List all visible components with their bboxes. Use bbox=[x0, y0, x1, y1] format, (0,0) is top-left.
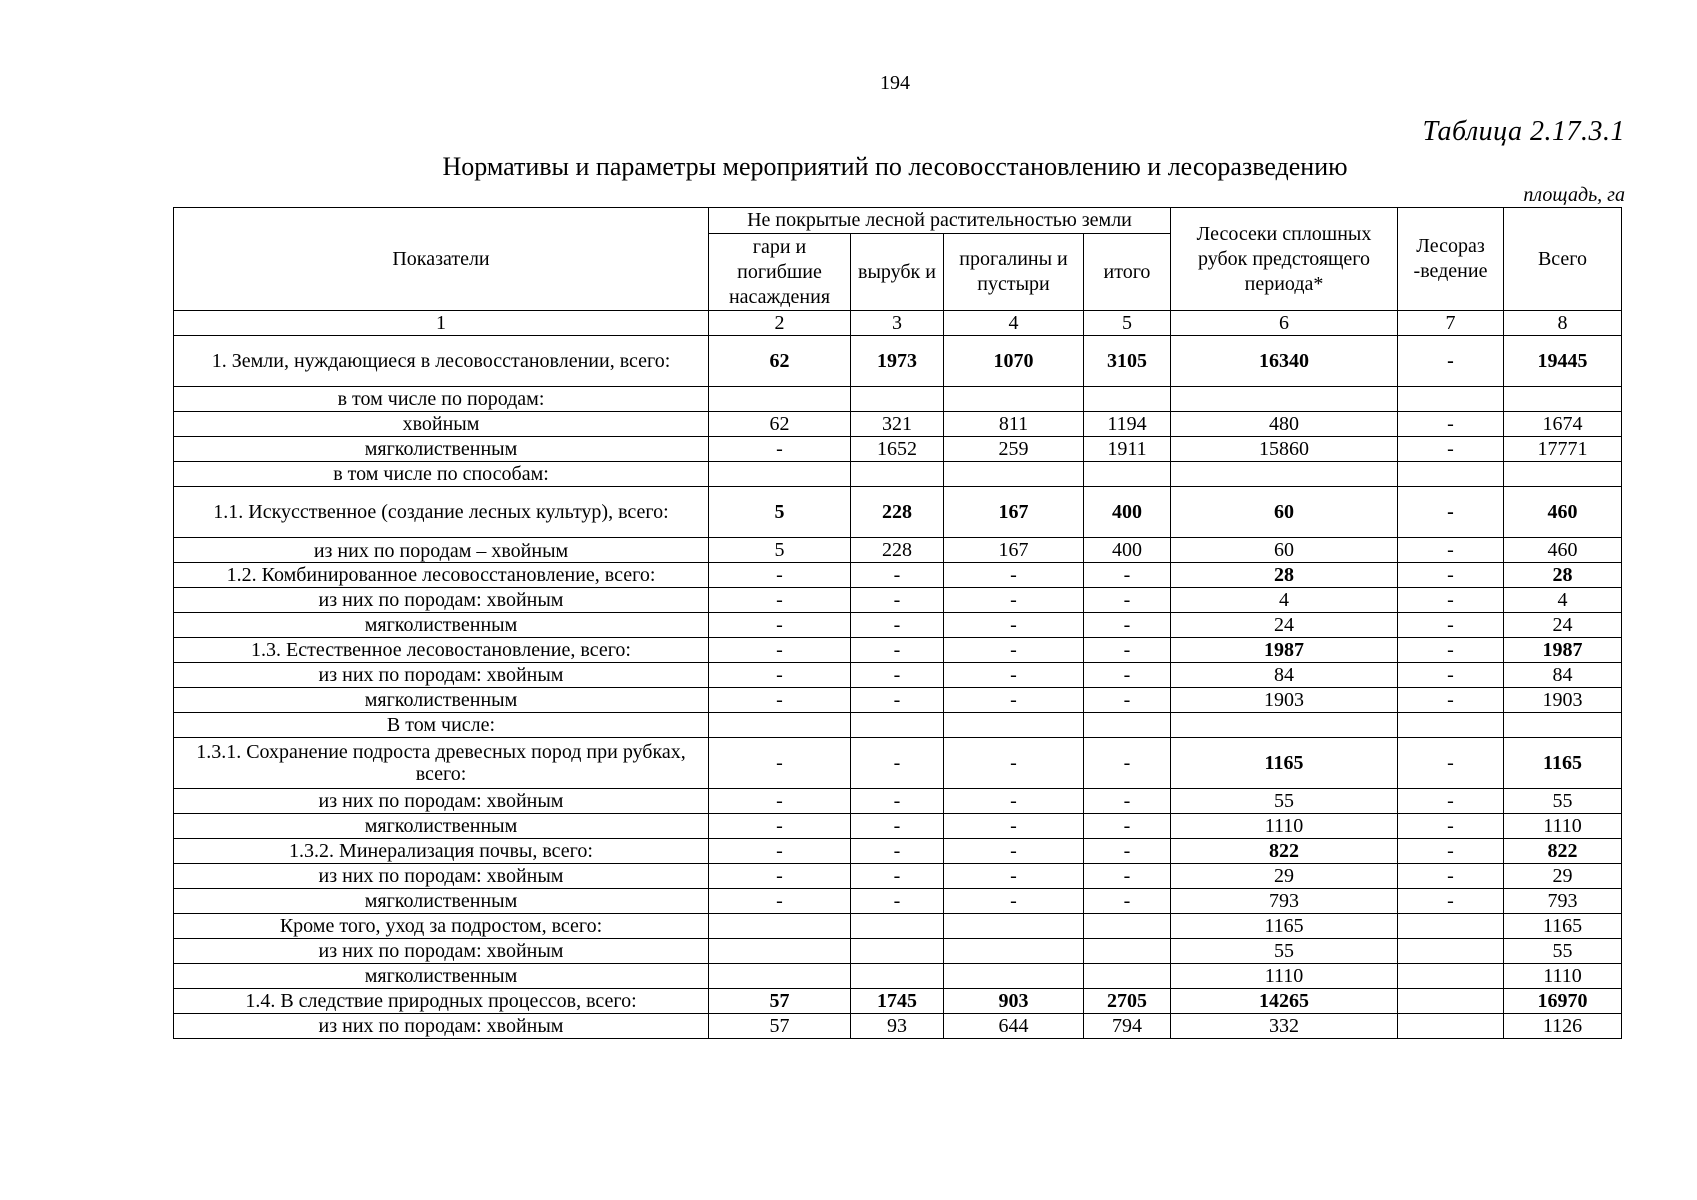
table-cell: - bbox=[851, 563, 944, 588]
table-cell: 228 bbox=[851, 538, 944, 563]
table-cell: 903 bbox=[944, 989, 1084, 1014]
table-body bbox=[174, 311, 1622, 1039]
table-cell bbox=[1171, 387, 1398, 412]
table-row bbox=[174, 964, 1622, 989]
table-cell: - bbox=[709, 613, 851, 638]
table-cell: - bbox=[1398, 663, 1504, 688]
table-cell bbox=[851, 964, 944, 989]
table-cell: 2705 bbox=[1084, 989, 1171, 1014]
table-row bbox=[174, 1014, 1622, 1039]
table-cell: - bbox=[1398, 588, 1504, 613]
table-cell: 19445 bbox=[1504, 336, 1622, 387]
units-note: площадь, га bbox=[1523, 184, 1625, 206]
table-cell: 1903 bbox=[1504, 688, 1622, 713]
table-cell bbox=[1171, 462, 1398, 487]
table-cell: 28 bbox=[1171, 563, 1398, 588]
table-cell: - bbox=[851, 613, 944, 638]
table-cell bbox=[1398, 914, 1504, 939]
table-cell: 228 bbox=[851, 487, 944, 538]
table-cell: - bbox=[851, 688, 944, 713]
table-row bbox=[174, 487, 1622, 538]
row-label: мягколиственным bbox=[174, 437, 709, 462]
table-cell bbox=[944, 939, 1084, 964]
table-cell: - bbox=[1398, 563, 1504, 588]
table-cell: 1674 bbox=[1504, 412, 1622, 437]
table-row bbox=[174, 336, 1622, 387]
row-label: 1.2. Комбинированное лесовосстановление, всего: bbox=[174, 563, 709, 588]
table-cell: 16340 bbox=[1171, 336, 1398, 387]
table-row bbox=[174, 563, 1622, 588]
table-cell: - bbox=[944, 638, 1084, 663]
table-row bbox=[174, 538, 1622, 563]
row-label: из них по породам: хвойным bbox=[174, 663, 709, 688]
table-cell: 60 bbox=[1171, 487, 1398, 538]
col-number: 7 bbox=[1398, 311, 1504, 336]
table-cell: 822 bbox=[1504, 839, 1622, 864]
header-row-1 bbox=[174, 208, 1622, 234]
table-cell: - bbox=[851, 814, 944, 839]
table-cell: - bbox=[1398, 336, 1504, 387]
row-label: из них по породам – хвойным bbox=[174, 538, 709, 563]
table-cell: - bbox=[851, 663, 944, 688]
table-cell: 460 bbox=[1504, 487, 1622, 538]
table-cell bbox=[944, 713, 1084, 738]
col-number: 3 bbox=[851, 311, 944, 336]
table-cell: 62 bbox=[709, 336, 851, 387]
table-cell: 62 bbox=[709, 412, 851, 437]
table-cell: 29 bbox=[1171, 864, 1398, 889]
table-cell: - bbox=[709, 663, 851, 688]
table-cell: 60 bbox=[1171, 538, 1398, 563]
table-cell: - bbox=[944, 613, 1084, 638]
table-cell: - bbox=[1084, 889, 1171, 914]
col-number: 6 bbox=[1171, 311, 1398, 336]
table-cell: 55 bbox=[1171, 939, 1398, 964]
table-cell: - bbox=[1398, 538, 1504, 563]
table-cell bbox=[709, 939, 851, 964]
row-label: в том числе по породам: bbox=[174, 387, 709, 412]
table-cell: 4 bbox=[1504, 588, 1622, 613]
table-cell bbox=[1171, 713, 1398, 738]
table-cell bbox=[944, 914, 1084, 939]
table-cell: 822 bbox=[1171, 839, 1398, 864]
table-cell: 321 bbox=[851, 412, 944, 437]
table-cell: 16970 bbox=[1504, 989, 1622, 1014]
table-cell: - bbox=[851, 789, 944, 814]
table-cell: - bbox=[1398, 613, 1504, 638]
table-cell bbox=[1398, 989, 1504, 1014]
table-cell bbox=[1504, 713, 1622, 738]
table-cell bbox=[709, 914, 851, 939]
row-label: 1. Земли, нуждающиеся в лесовосстановлении, всего: bbox=[174, 336, 709, 387]
table-cell: 55 bbox=[1504, 939, 1622, 964]
header-felling-areas: Лесосеки сплошных рубок предстоящего периода* bbox=[1171, 208, 1398, 311]
col-number: 1 bbox=[174, 311, 709, 336]
table-cell: - bbox=[944, 588, 1084, 613]
table-cell bbox=[709, 713, 851, 738]
table-cell: 1987 bbox=[1171, 638, 1398, 663]
table-cell: 93 bbox=[851, 1014, 944, 1039]
row-label: из них по породам: хвойным bbox=[174, 1014, 709, 1039]
col-number: 4 bbox=[944, 311, 1084, 336]
table-cell: 15860 bbox=[1171, 437, 1398, 462]
table-row bbox=[174, 889, 1622, 914]
table-cell: 400 bbox=[1084, 538, 1171, 563]
table-cell bbox=[1084, 964, 1171, 989]
row-label: мягколиственным bbox=[174, 889, 709, 914]
table-row bbox=[174, 989, 1622, 1014]
table-cell: - bbox=[851, 889, 944, 914]
table-cell bbox=[1504, 462, 1622, 487]
table-cell bbox=[1398, 964, 1504, 989]
table-cell bbox=[709, 964, 851, 989]
table-cell: 14265 bbox=[1171, 989, 1398, 1014]
row-label: из них по породам: хвойным bbox=[174, 789, 709, 814]
table-cell bbox=[1398, 939, 1504, 964]
table-cell: - bbox=[1084, 839, 1171, 864]
table-cell: 1903 bbox=[1171, 688, 1398, 713]
table-cell: - bbox=[944, 889, 1084, 914]
table-cell bbox=[1084, 914, 1171, 939]
table-cell: 1165 bbox=[1171, 738, 1398, 789]
table-cell: - bbox=[851, 839, 944, 864]
reforestation-table bbox=[173, 207, 1622, 1039]
header-subtotal: итого bbox=[1084, 234, 1171, 311]
table-row bbox=[174, 713, 1622, 738]
table-row bbox=[174, 738, 1622, 789]
table-cell: - bbox=[1398, 688, 1504, 713]
table-cell: - bbox=[851, 864, 944, 889]
table-cell: - bbox=[709, 864, 851, 889]
table-cell: - bbox=[1398, 839, 1504, 864]
table-cell: 460 bbox=[1504, 538, 1622, 563]
table-cell: - bbox=[1084, 613, 1171, 638]
table-label: Таблица 2.17.3.1 bbox=[1422, 116, 1625, 147]
table-cell: 793 bbox=[1171, 889, 1398, 914]
header-burns: гари и погибшие насаждения bbox=[709, 234, 851, 311]
table-cell: - bbox=[944, 563, 1084, 588]
table-cell bbox=[944, 462, 1084, 487]
table-row bbox=[174, 839, 1622, 864]
header-total: Всего bbox=[1504, 208, 1622, 311]
row-label: мягколиственным bbox=[174, 814, 709, 839]
row-label: хвойным bbox=[174, 412, 709, 437]
table-cell bbox=[1398, 713, 1504, 738]
table-cell: - bbox=[709, 563, 851, 588]
page-number: 194 bbox=[880, 72, 910, 94]
table-cell: 55 bbox=[1171, 789, 1398, 814]
table-row bbox=[174, 437, 1622, 462]
table-cell: 811 bbox=[944, 412, 1084, 437]
table-cell: - bbox=[1398, 638, 1504, 663]
row-label: из них по породам: хвойным bbox=[174, 588, 709, 613]
table-cell: - bbox=[1398, 789, 1504, 814]
table-cell: 1110 bbox=[1504, 964, 1622, 989]
table-cell: 24 bbox=[1171, 613, 1398, 638]
table-row bbox=[174, 412, 1622, 437]
table-cell: 1165 bbox=[1171, 914, 1398, 939]
table-cell: - bbox=[1084, 789, 1171, 814]
table-cell: - bbox=[1398, 889, 1504, 914]
table-cell bbox=[944, 387, 1084, 412]
table-cell: - bbox=[709, 814, 851, 839]
table-cell bbox=[851, 713, 944, 738]
table-cell: 1911 bbox=[1084, 437, 1171, 462]
table-cell bbox=[851, 387, 944, 412]
table-row bbox=[174, 588, 1622, 613]
row-label: В том числе: bbox=[174, 713, 709, 738]
table-cell: - bbox=[1084, 563, 1171, 588]
header-afforestation: Лесораз -ведение bbox=[1398, 208, 1504, 311]
table-row bbox=[174, 814, 1622, 839]
table-cell: - bbox=[944, 738, 1084, 789]
table-cell: - bbox=[709, 839, 851, 864]
table-cell bbox=[709, 387, 851, 412]
table-cell: 1126 bbox=[1504, 1014, 1622, 1039]
row-label: Кроме того, уход за подростом, всего: bbox=[174, 914, 709, 939]
table-cell: - bbox=[944, 864, 1084, 889]
row-label: 1.4. В следствие природных процессов, всего: bbox=[174, 989, 709, 1014]
table-cell: 5 bbox=[709, 538, 851, 563]
table-cell bbox=[1084, 939, 1171, 964]
table-cell: 793 bbox=[1504, 889, 1622, 914]
table-cell: - bbox=[1084, 738, 1171, 789]
table-cell: 1745 bbox=[851, 989, 944, 1014]
table-cell: - bbox=[944, 789, 1084, 814]
table-cell: - bbox=[851, 588, 944, 613]
row-label: 1.1. Искусственное (создание лесных культур), всего: bbox=[174, 487, 709, 538]
table-cell: 167 bbox=[944, 487, 1084, 538]
table-cell: 17771 bbox=[1504, 437, 1622, 462]
table-cell: - bbox=[709, 688, 851, 713]
row-label: мягколиственным bbox=[174, 688, 709, 713]
document-title: Нормативы и параметры мероприятий по лесовосстановлению и лесоразведению bbox=[442, 152, 1348, 181]
table-cell: - bbox=[1084, 663, 1171, 688]
table-row bbox=[174, 688, 1622, 713]
table-cell: 29 bbox=[1504, 864, 1622, 889]
table-cell: 480 bbox=[1171, 412, 1398, 437]
table-cell: 332 bbox=[1171, 1014, 1398, 1039]
table-cell: - bbox=[1398, 412, 1504, 437]
table-row bbox=[174, 939, 1622, 964]
table-cell: - bbox=[851, 738, 944, 789]
table-cell: 1194 bbox=[1084, 412, 1171, 437]
table-row bbox=[174, 663, 1622, 688]
table-cell bbox=[944, 964, 1084, 989]
header-indicators: Показатели bbox=[174, 208, 709, 311]
table-cell: - bbox=[709, 437, 851, 462]
table-cell: - bbox=[944, 663, 1084, 688]
table-cell bbox=[1084, 462, 1171, 487]
table-cell: 3105 bbox=[1084, 336, 1171, 387]
table-row bbox=[174, 914, 1622, 939]
table-cell: - bbox=[1084, 864, 1171, 889]
table-cell: - bbox=[1084, 588, 1171, 613]
table-cell: - bbox=[1084, 688, 1171, 713]
table-cell: 57 bbox=[709, 989, 851, 1014]
table-cell: 84 bbox=[1171, 663, 1398, 688]
table-cell: 1652 bbox=[851, 437, 944, 462]
table-cell: 1110 bbox=[1171, 814, 1398, 839]
row-label: 1.3. Естественное лесовостановление, всего: bbox=[174, 638, 709, 663]
table-cell: - bbox=[944, 814, 1084, 839]
table-cell: - bbox=[1084, 814, 1171, 839]
table-cell: - bbox=[1398, 437, 1504, 462]
table-cell: 28 bbox=[1504, 563, 1622, 588]
table-cell: 400 bbox=[1084, 487, 1171, 538]
row-label: мягколиственным bbox=[174, 613, 709, 638]
row-label: 1.3.1. Сохранение подроста древесных пород при рубках, всего: bbox=[174, 738, 709, 789]
table-cell: 1973 bbox=[851, 336, 944, 387]
table-cell: - bbox=[944, 688, 1084, 713]
row-label: из них по породам: хвойным bbox=[174, 939, 709, 964]
table-row bbox=[174, 462, 1622, 487]
table-cell: 1165 bbox=[1504, 738, 1622, 789]
table-cell: 1070 bbox=[944, 336, 1084, 387]
table-cell: - bbox=[944, 839, 1084, 864]
table-cell bbox=[851, 914, 944, 939]
table-cell bbox=[1398, 387, 1504, 412]
table-row bbox=[174, 613, 1622, 638]
table-cell bbox=[851, 462, 944, 487]
header-uncovered-lands: Не покрытые лесной растительностью земли bbox=[709, 208, 1171, 234]
table-cell bbox=[1504, 387, 1622, 412]
table-cell bbox=[851, 939, 944, 964]
table-cell: 644 bbox=[944, 1014, 1084, 1039]
table-cell bbox=[1084, 713, 1171, 738]
table-cell: 24 bbox=[1504, 613, 1622, 638]
table-cell bbox=[709, 462, 851, 487]
table-cell: - bbox=[709, 588, 851, 613]
header-cuttings: вырубк и bbox=[851, 234, 944, 311]
table-cell: 794 bbox=[1084, 1014, 1171, 1039]
col-number: 8 bbox=[1504, 311, 1622, 336]
table-cell: 1110 bbox=[1171, 964, 1398, 989]
table-cell: - bbox=[709, 638, 851, 663]
table-cell: - bbox=[1084, 638, 1171, 663]
row-label: из них по породам: хвойным bbox=[174, 864, 709, 889]
table-cell: - bbox=[1398, 738, 1504, 789]
table-cell: - bbox=[709, 889, 851, 914]
col-number: 2 bbox=[709, 311, 851, 336]
col-number: 5 bbox=[1084, 311, 1171, 336]
table-cell: - bbox=[1398, 814, 1504, 839]
table-cell: - bbox=[851, 638, 944, 663]
table-cell: 5 bbox=[709, 487, 851, 538]
table-cell: 1165 bbox=[1504, 914, 1622, 939]
table-cell: 55 bbox=[1504, 789, 1622, 814]
table-cell: 4 bbox=[1171, 588, 1398, 613]
table-row bbox=[174, 864, 1622, 889]
table-cell: 259 bbox=[944, 437, 1084, 462]
table-cell: - bbox=[1398, 487, 1504, 538]
table-row bbox=[174, 789, 1622, 814]
table-cell: - bbox=[1398, 864, 1504, 889]
table-cell bbox=[1398, 462, 1504, 487]
table-cell: 57 bbox=[709, 1014, 851, 1039]
row-label: 1.3.2. Минерализация почвы, всего: bbox=[174, 839, 709, 864]
table-cell bbox=[1398, 1014, 1504, 1039]
table-cell: 167 bbox=[944, 538, 1084, 563]
table-cell: 1987 bbox=[1504, 638, 1622, 663]
column-numbers-row bbox=[174, 311, 1622, 336]
table-cell: 1110 bbox=[1504, 814, 1622, 839]
header-glades: прогалины и пустыри bbox=[944, 234, 1084, 311]
row-label: мягколиственным bbox=[174, 964, 709, 989]
row-label: в том числе по способам: bbox=[174, 462, 709, 487]
table-row bbox=[174, 638, 1622, 663]
table-cell bbox=[1084, 387, 1171, 412]
table-cell: - bbox=[709, 789, 851, 814]
table-row bbox=[174, 387, 1622, 412]
table-cell: 84 bbox=[1504, 663, 1622, 688]
table-cell: - bbox=[709, 738, 851, 789]
